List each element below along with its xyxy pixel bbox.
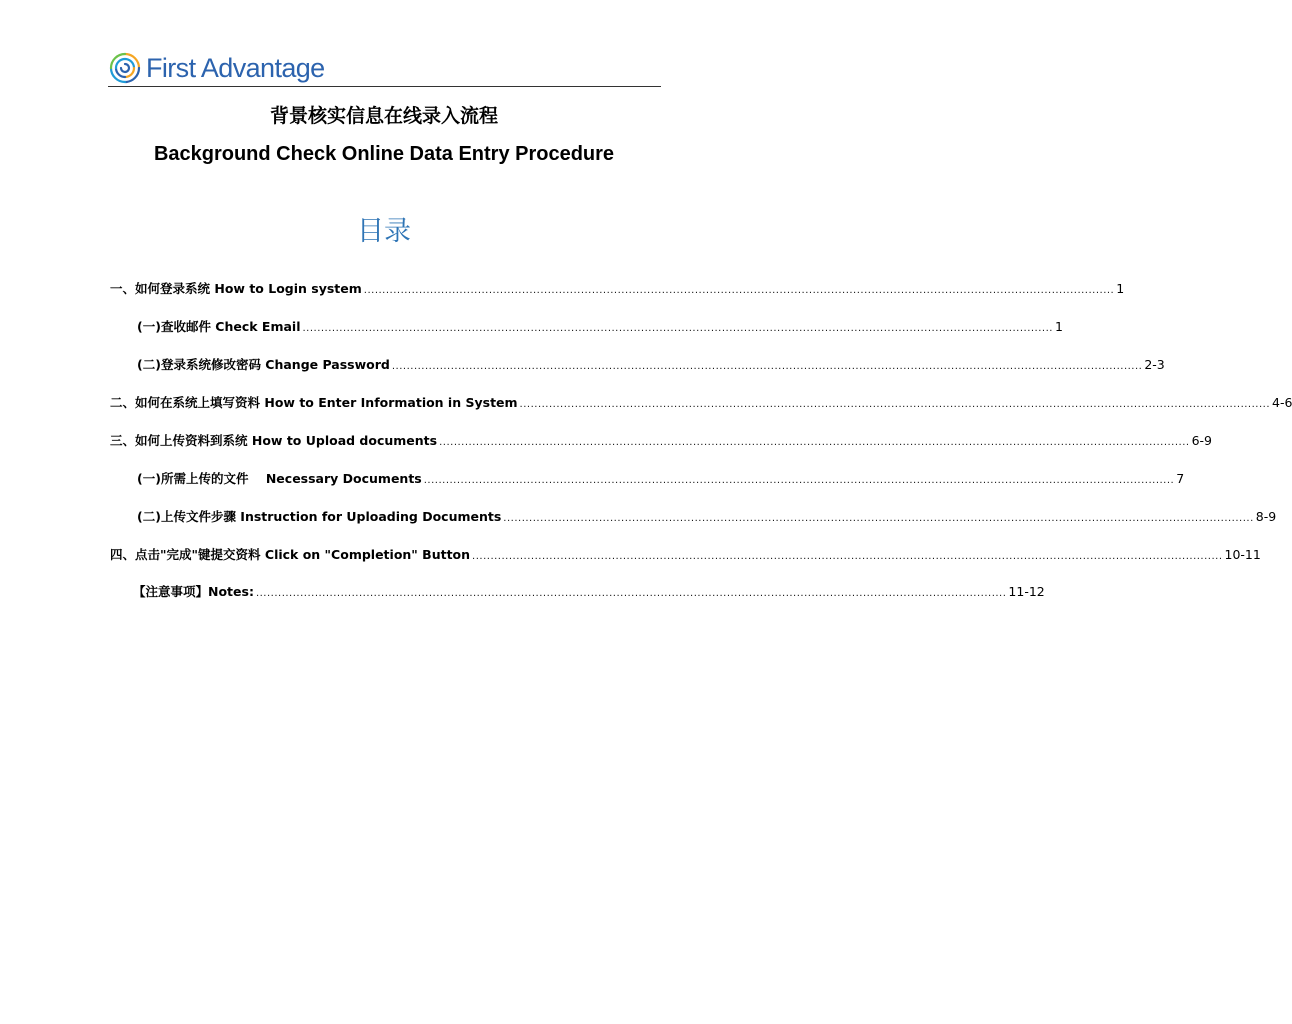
toc-leader: ............................................................................................................................................................................................................ bbox=[439, 437, 1190, 448]
toc-leader: ............................................................................................................................................................................................................ bbox=[363, 285, 1115, 296]
toc-label: 查收邮件 Check Email bbox=[160, 319, 301, 334]
toc-page: 1 bbox=[1116, 281, 1125, 296]
toc-label: 如何在系统上填写资料 How to Enter Information in System bbox=[135, 395, 518, 410]
toc-label: 如何上传资料到系统 How to Upload documents bbox=[135, 433, 438, 448]
toc-number: 一、 bbox=[110, 281, 136, 296]
toc-leader: ............................................................................................................................................................................................................ bbox=[503, 513, 1254, 524]
toc-page: 2-3 bbox=[1144, 357, 1165, 372]
toc-entry-2[interactable] bbox=[110, 392, 1292, 414]
toc-number: 二、 bbox=[110, 395, 136, 410]
toc-number: 四、 bbox=[110, 547, 136, 562]
toc-entry-1-1[interactable] bbox=[137, 316, 1063, 338]
toc-label: 【注意事项】Notes: bbox=[133, 584, 254, 599]
toc-leader: ............................................................................................................................................................................................................ bbox=[302, 323, 1053, 334]
toc-entry-3-2[interactable] bbox=[137, 506, 1277, 528]
toc-page: 1 bbox=[1054, 319, 1063, 334]
logo-text: First Advantage bbox=[146, 53, 325, 83]
title-english: Background Check Online Data Entry Procedure bbox=[153, 143, 615, 165]
toc-entry-4[interactable] bbox=[110, 544, 1261, 566]
toc-leader: ............................................................................................................................................................................................................ bbox=[472, 551, 1223, 562]
toc-number: (一) bbox=[137, 471, 161, 486]
toc-entry-3[interactable] bbox=[110, 430, 1212, 452]
toc-leader: ............................................................................................................................................................................................................ bbox=[391, 361, 1143, 372]
toc-page: 11-12 bbox=[1008, 584, 1045, 599]
toc-page: 8-9 bbox=[1255, 509, 1277, 524]
toc-label: 所需上传的文件 Necessary Documents bbox=[160, 471, 422, 486]
fingerprint-icon bbox=[108, 51, 142, 85]
toc-page: 10-11 bbox=[1224, 547, 1261, 562]
toc-heading: 目录 bbox=[357, 216, 411, 247]
document-header bbox=[108, 50, 661, 87]
toc-label: 登录系统修改密码 Change Password bbox=[160, 357, 390, 372]
toc-entry-notes[interactable] bbox=[133, 581, 1045, 603]
toc-entry-3-1[interactable] bbox=[137, 468, 1185, 490]
toc-entry-1[interactable] bbox=[110, 278, 1125, 300]
toc-page: 6-9 bbox=[1191, 433, 1212, 448]
title-chinese: 背景核实信息在线录入流程 bbox=[269, 105, 498, 127]
toc-number: (二) bbox=[137, 357, 161, 372]
toc-page: 7 bbox=[1176, 471, 1185, 486]
toc-entry-1-2[interactable] bbox=[137, 354, 1165, 376]
toc-label: 点击"完成"键提交资料 Click on "Completion" Button bbox=[135, 547, 471, 562]
logo bbox=[108, 53, 325, 83]
toc-number: (二) bbox=[137, 509, 161, 524]
toc-leader: ............................................................................................................................................................................................................ bbox=[519, 399, 1271, 410]
toc-number: (一) bbox=[137, 319, 161, 334]
toc-label: 如何登录系统 How to Login system bbox=[135, 281, 362, 296]
toc-leader: ............................................................................................................................................................................................................ bbox=[255, 588, 1007, 599]
toc-leader: ............................................................................................................................................................................................................ bbox=[423, 475, 1175, 486]
toc-page: 4-6 bbox=[1272, 395, 1292, 410]
toc-label: 上传文件步骤 Instruction for Uploading Documents bbox=[160, 509, 502, 524]
toc-number: 三、 bbox=[110, 433, 136, 448]
